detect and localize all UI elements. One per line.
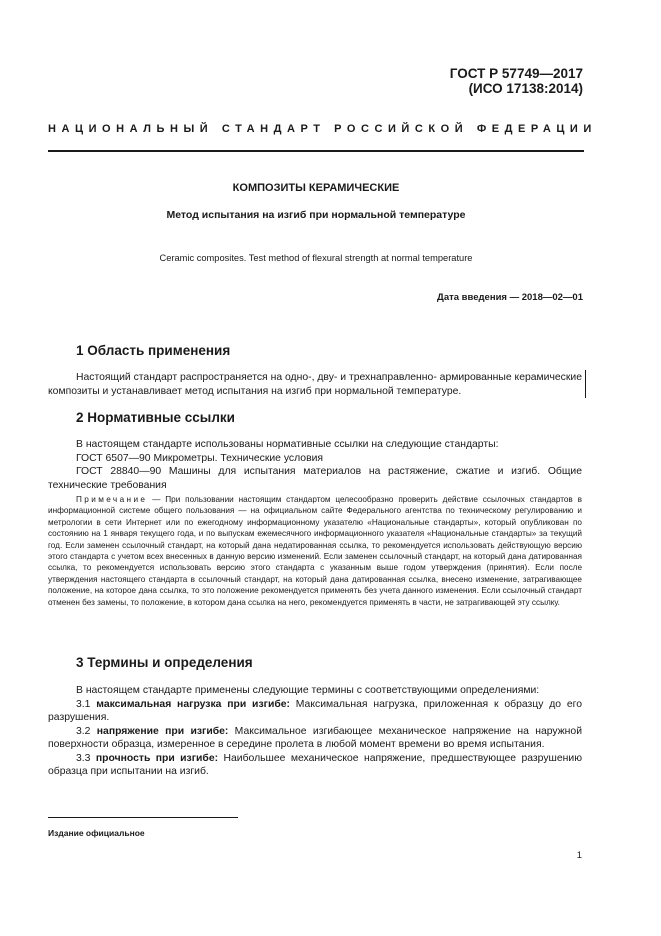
section-1-heading: 1 Область применения [76, 343, 231, 358]
section-2-text [48, 438, 582, 492]
reference-gost-6507: ГОСТ 6507—90 Микрометры. Технические условия [76, 452, 324, 464]
section-2-note [48, 494, 582, 608]
term-name: максимальная нагрузка при изгибе: [96, 698, 290, 710]
term-definition: Наибольшее механическое напряжение, предшествующее разрушению образца при испытании на изгиб. [48, 752, 582, 777]
note-text: — При пользовании настоящим стандартом целесообразно проверить действие ссылочных стандартов в информационной системе общего пользования — на официальном сайте Федерального агентства по техническому регулированию и метрологии в сети Интернет или по ежегодному информационному указателю «Национальные стандарты», который опубликован по состоянию на 1 января текущего года, и по выпускам ежемесячного информационного указателя «Национальные стандарты» за текущий год. Если заменен ссылочный стандарт, на который дана недатированная ссылка, то рекомендуется использовать действующую версию этого стандарта с учетом всех внесенных в данную версию изменений. Если заменен ссылочный стандарт, на который дана датированная ссылка, то рекомендуется использовать версию этого стандарта с указанным выше годом утверждения (принятия). Если после утверждения настоящего стандарта в ссылочный стандарт, на который дана датированная ссылка, внесено изменение, затрагивающее положение, на которое дана ссылка, то это положение рекомендуется применять без учета данного изменения. Если ссылочный стандарт отменен без замены, то положение, в котором дана ссылка на него, рекомендуется применять в части, не затрагивающей эту ссылку. [48, 495, 582, 607]
document-number-block [450, 66, 583, 96]
reference-gost-28840: ГОСТ 28840—90 Машины для испытания материалов на растяжение, сжатие и изгиб. Общие технические требования [48, 466, 582, 491]
english-title: Ceramic composites. Test method of flexural strength at normal temperature [159, 253, 473, 263]
document-title: КОМПОЗИТЫ КЕРАМИЧЕСКИЕ [232, 182, 400, 194]
section-3-heading: 3 Термины и определения [76, 655, 253, 670]
iso-number: (ИСО 17138:2014) [468, 81, 583, 96]
term-name: напряжение при изгибе: [96, 725, 229, 737]
effective-date: Дата введения — 2018—02—01 [437, 292, 583, 303]
standard-type-title: НАЦИОНАЛЬНЫЙ СТАНДАРТ РОССИЙСКОЙ ФЕДЕРАЦИИ [48, 123, 597, 135]
term-definition: Максимальное изгибающее механическое напряжение на наружной поверхности образца, измеренное в середине пролета в любой момент времени во время испытания. [48, 725, 583, 750]
term-number: 3.3 [76, 752, 91, 764]
section-1-text [48, 371, 582, 398]
section-3-text [48, 684, 582, 779]
edition-label: Издание официальное [48, 828, 145, 838]
section-2-heading: 2 Нормативные ссылки [76, 410, 235, 425]
term-number: 3.1 [76, 698, 91, 710]
header-divider [48, 150, 584, 152]
doc-number: ГОСТ Р 57749—2017 [449, 66, 583, 81]
footer-divider [48, 817, 238, 818]
section-1-paragraph: Настоящий стандарт распространяется на одно-, дву- и трехнаправленно- армированные керамические композиты и устанавливает метод испытания на изгиб при нормальной температуре. [48, 372, 582, 397]
term-definition: Максимальная нагрузка, приложенная к образцу до его разрушения. [48, 698, 582, 723]
term-3-1 [48, 698, 582, 725]
change-bar [585, 370, 586, 398]
document-subtitle: Метод испытания на изгиб при нормальной температуре [166, 209, 466, 221]
term-3-3 [48, 752, 582, 779]
page-number: 1 [576, 850, 582, 861]
term-name: прочность при изгибе: [95, 752, 219, 764]
term-3-2 [48, 725, 582, 752]
section-2-intro: В настоящем стандарте использованы нормативные ссылки на следующие стандарты: [76, 439, 499, 450]
section-3-intro: В настоящем стандарте применены следующие термины с соответствующими определениями: [76, 685, 540, 696]
term-number: 3.2 [76, 725, 91, 737]
note-label: Примечание [76, 495, 148, 504]
